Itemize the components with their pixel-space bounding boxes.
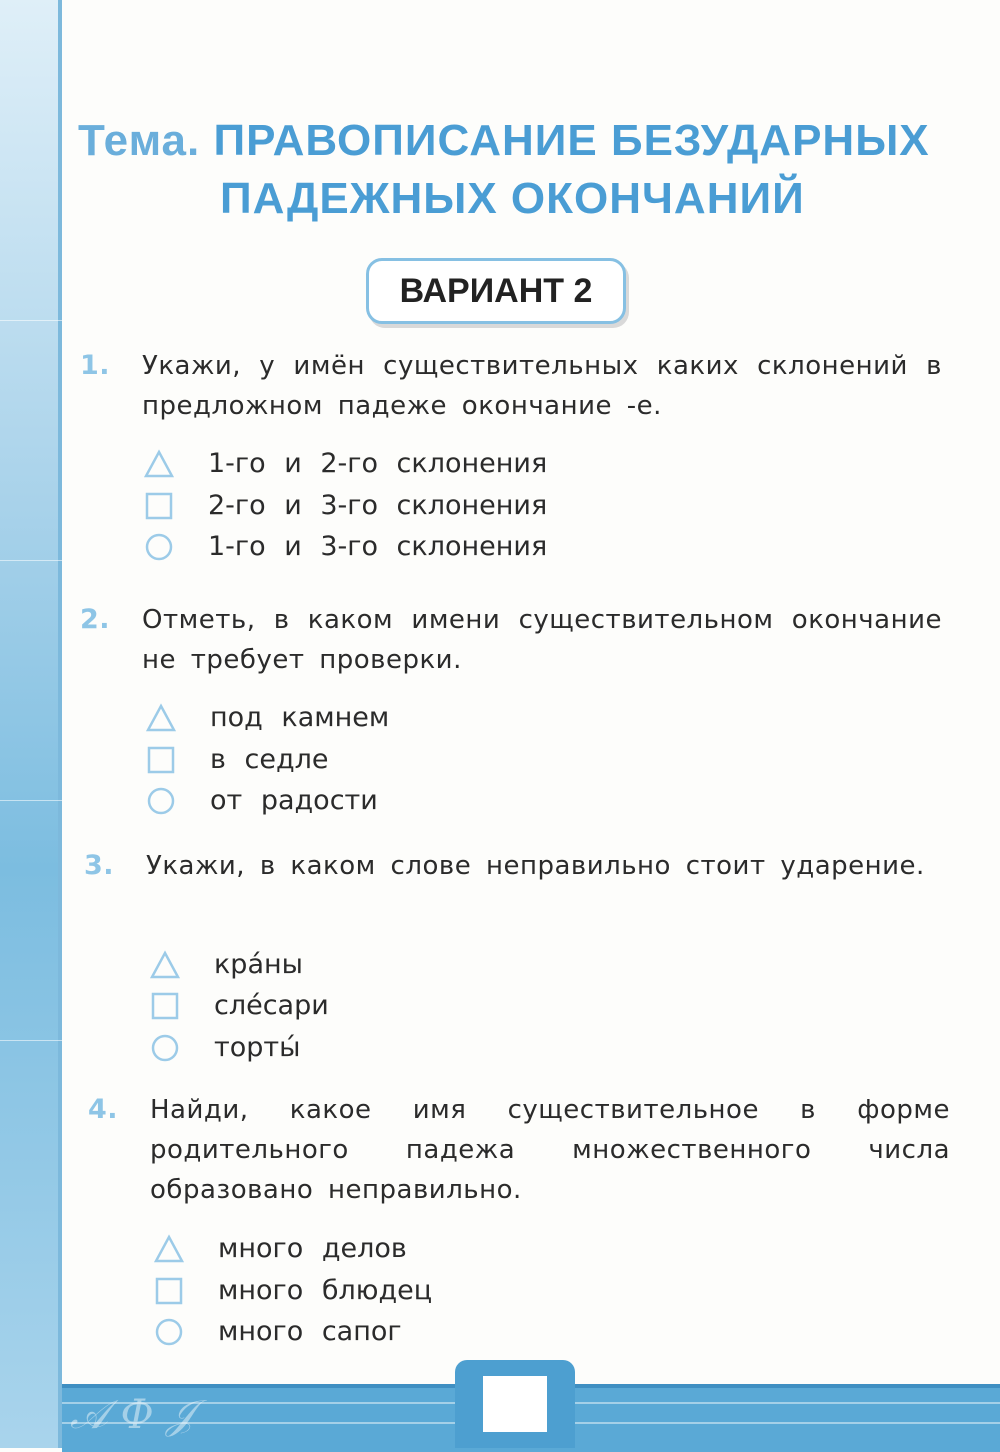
option-square[interactable] bbox=[154, 1271, 432, 1311]
option-label: много блюдец bbox=[218, 1275, 433, 1306]
question-1 bbox=[80, 346, 942, 426]
option-circle[interactable] bbox=[154, 1312, 402, 1352]
stripe-guide-line bbox=[0, 560, 62, 561]
question-number: 2. bbox=[80, 604, 111, 635]
option-label: много делов bbox=[218, 1233, 407, 1264]
question-4 bbox=[88, 1090, 950, 1210]
question-3 bbox=[84, 846, 946, 886]
triangle-icon bbox=[154, 1234, 184, 1264]
stripe-guide-line bbox=[0, 800, 62, 801]
circle-icon bbox=[146, 786, 176, 816]
square-icon bbox=[150, 991, 180, 1021]
option-label: много сапог bbox=[218, 1316, 402, 1347]
option-square[interactable] bbox=[150, 986, 329, 1026]
triangle-icon bbox=[150, 950, 180, 980]
square-icon bbox=[154, 1276, 184, 1306]
page-title bbox=[78, 112, 958, 228]
circle-icon bbox=[154, 1317, 184, 1347]
option-label: от радости bbox=[210, 785, 378, 816]
option-label: под камнем bbox=[210, 702, 390, 733]
question-number: 1. bbox=[80, 350, 111, 381]
stripe-edge bbox=[58, 0, 62, 1448]
option-circle[interactable] bbox=[144, 527, 547, 567]
triangle-icon bbox=[146, 703, 176, 733]
question-number: 3. bbox=[84, 850, 115, 881]
stripe-guide-line bbox=[0, 1040, 62, 1041]
square-icon bbox=[146, 745, 176, 775]
option-label: торты́ bbox=[214, 1032, 301, 1063]
decorative-script-letters: 𝒜 Ф 𝒥 bbox=[70, 1392, 195, 1438]
option-label: в седле bbox=[210, 744, 329, 775]
question-2 bbox=[80, 600, 942, 680]
title-line-1: ПРАВОПИСАНИЕ БЕЗУДАРНЫХ bbox=[213, 116, 930, 165]
option-triangle[interactable] bbox=[146, 698, 389, 738]
question-text: Отметь, в каком имени существительном окончание не требует проверки. bbox=[142, 605, 942, 675]
option-circle[interactable] bbox=[146, 781, 378, 821]
question-text: Найди, какое имя существительное в форме родительного падежа множественного числа образовано неправильно. bbox=[150, 1095, 950, 1205]
title-prefix: Тема. bbox=[78, 116, 201, 165]
question-number: 4. bbox=[88, 1094, 119, 1125]
variant-badge: ВАРИАНТ 2 bbox=[366, 258, 626, 324]
option-label: 1-го и 2-го склонения bbox=[208, 448, 548, 479]
option-label: сле́сари bbox=[214, 990, 329, 1021]
question-text: Укажи, в каком слове неправильно стоит ударение. bbox=[146, 851, 925, 881]
circle-icon bbox=[144, 532, 174, 562]
left-decorative-stripe bbox=[0, 0, 62, 1448]
option-triangle[interactable] bbox=[150, 945, 303, 985]
question-text: Укажи, у имён существительных каких склонений в предложном падеже окончание -е. bbox=[142, 351, 942, 421]
option-label: 2-го и 3-го склонения bbox=[208, 490, 548, 521]
triangle-icon bbox=[144, 449, 174, 479]
option-label: кра́ны bbox=[214, 949, 303, 980]
option-circle[interactable] bbox=[150, 1028, 300, 1068]
stripe-guide-line bbox=[0, 320, 62, 321]
option-square[interactable] bbox=[144, 486, 547, 526]
option-triangle[interactable] bbox=[154, 1229, 407, 1269]
circle-icon bbox=[150, 1033, 180, 1063]
option-label: 1-го и 3-го склонения bbox=[208, 531, 548, 562]
option-triangle[interactable] bbox=[144, 444, 547, 484]
square-icon bbox=[144, 491, 174, 521]
title-line-2: ПАДЕЖНЫХ ОКОНЧАНИЙ bbox=[220, 174, 805, 223]
page-number-box bbox=[483, 1376, 547, 1432]
option-square[interactable] bbox=[146, 740, 329, 780]
